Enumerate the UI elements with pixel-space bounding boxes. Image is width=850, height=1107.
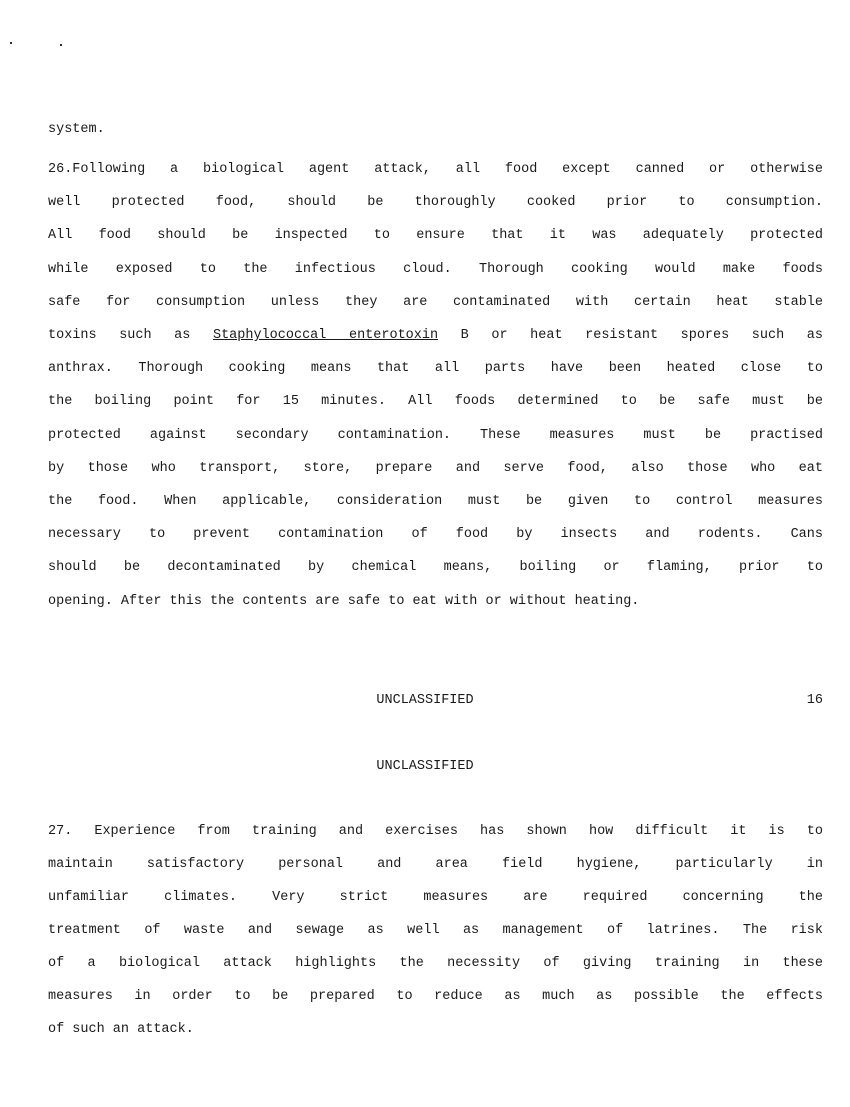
text-line: of a biological attack highlights the necessity of giving training in these: [48, 956, 823, 971]
text-line: by those who transport, store, prepare and serve food, also those who eat: [48, 460, 823, 476]
text-line: All food should be inspected to ensure that it was adequately protected: [48, 228, 823, 244]
text-line: necessary to prevent contamination of food by insects and rodents. Cans: [48, 527, 823, 543]
text-segment: B or heat resistant spores such as: [438, 328, 824, 343]
text-line: protected against secondary contamination. These measures must be practised: [48, 427, 823, 443]
text-line: the boiling point for 15 minutes. All foods determined to be safe must be: [48, 394, 823, 410]
text-line: the food. When applicable, consideration must be given to control measures: [48, 494, 823, 509]
carryover-text: system.: [48, 122, 105, 137]
text-line: measures in order to be prepared to reduce as much as possible the effects: [48, 989, 823, 1004]
text-line: 27. Experience from training and exercises has shown how difficult it is to: [48, 824, 823, 839]
text-line: safe for consumption unless they are contaminated with certain heat stable: [48, 294, 823, 310]
text-line: well protected food, should be thoroughly cooked prior to consumption.: [48, 195, 823, 211]
header-classification: UNCLASSIFIED: [376, 759, 474, 774]
underlined-term: Staphylococcal enterotoxin: [212, 328, 439, 343]
text-line: unfamiliar climates. Very strict measures are required concerning the: [48, 890, 823, 905]
text-line: of such an attack.: [48, 1022, 194, 1037]
text-line: while exposed to the infectious cloud. Thorough cooking would make foods: [48, 261, 823, 277]
text-line: treatment of waste and sewage as well as management of latrines. The risk: [48, 923, 823, 938]
footer-classification: UNCLASSIFIED: [376, 693, 474, 708]
scan-speck: [60, 44, 62, 46]
text-line: should be decontaminated by chemical means, boiling or flaming, prior to: [48, 560, 823, 576]
text-line: anthrax. Thorough cooking means that all parts have been heated close to: [48, 361, 823, 377]
scan-speck: [10, 42, 12, 44]
text-segment: toxins such as: [48, 328, 213, 343]
page-number: 16: [806, 693, 823, 708]
text-line: maintain satisfactory personal and area field hygiene, particularly in: [48, 857, 823, 872]
text-line: [48, 328, 823, 344]
text-line: 26.Following a biological agent attack, all food except canned or otherwise: [48, 162, 823, 177]
text-line: opening. After this the contents are safe to eat with or without heating.: [48, 593, 640, 609]
